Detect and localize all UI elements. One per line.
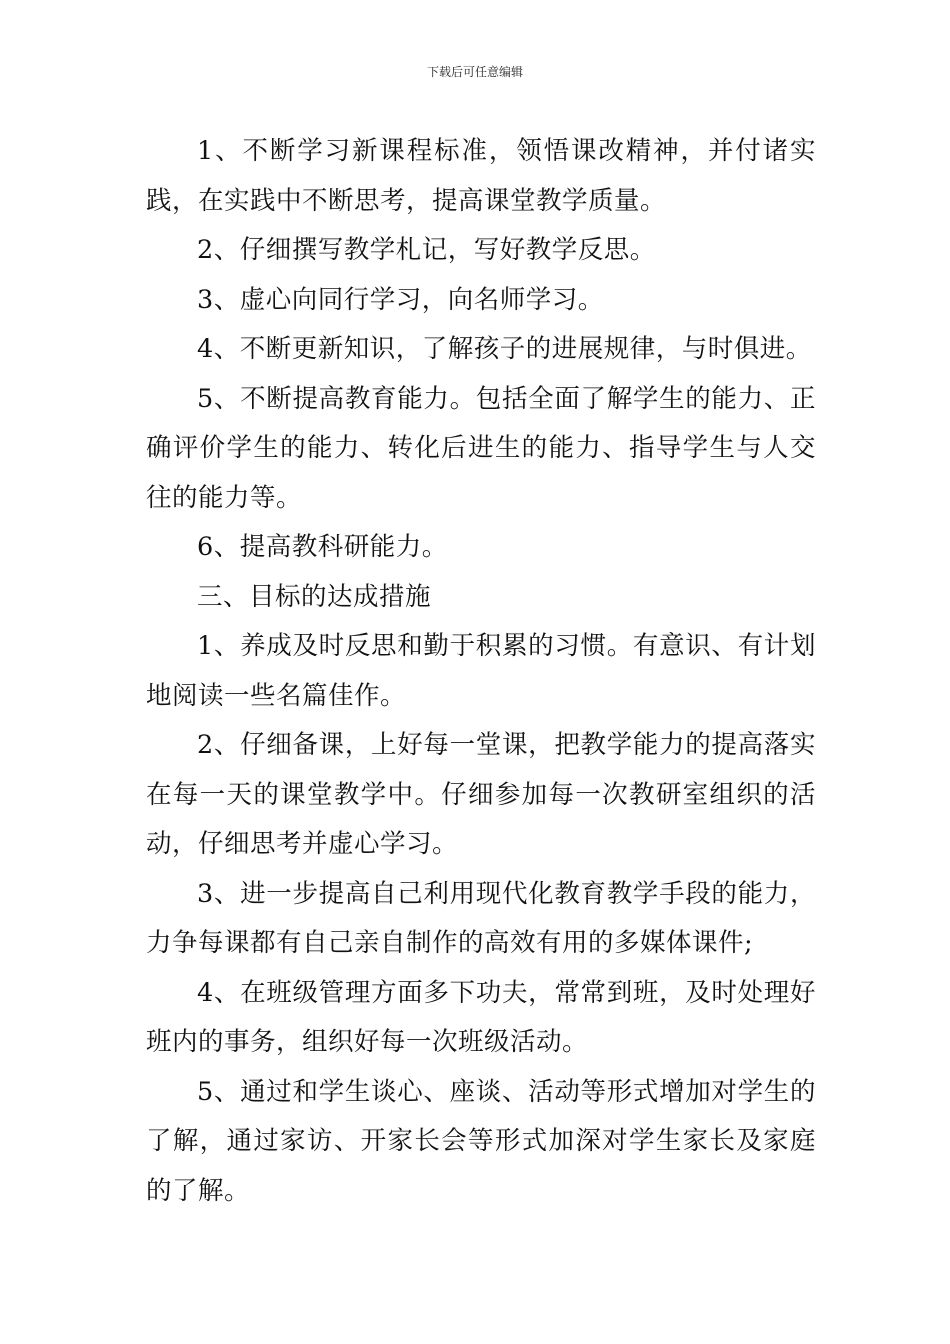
paragraph-goal-6: 6、提高教科研能力。 — [197, 532, 448, 562]
paragraph-goal-1: 1、不断学习新课程标准，领悟课改精神，并付诸实践，在实践中不断思考，提高课堂教学质量。 — [146, 136, 816, 216]
paragraph-goal-5: 5、不断提高教育能力。包括全面了解学生的能力、正确评价学生的能力、转化后进生的能力、指导学生与人交往的能力等。 — [146, 383, 816, 513]
document-body — [146, 127, 816, 1216]
paragraph-measure-5: 5、通过和学生谈心、座谈、活动等形式增加对学生的了解，通过家访、开家长会等形式加深对学生家长及家庭的了解。 — [146, 1076, 816, 1206]
paragraph-measure-3: 3、进一步提高自己利用现代化教育教学手段的能力，力争每课都有自己亲自制作的高效有用的多媒体课件; — [146, 878, 816, 958]
paragraph-measure-2: 2、仔细备课，上好每一堂课，把教学能力的提高落实在每一天的课堂教学中。仔细参加每一次教研室组织的活动，仔细思考并虚心学习。 — [146, 730, 816, 859]
section-heading: 三、目标的达成措施 — [197, 581, 432, 612]
paragraph-goal-3: 3、虚心向同行学习，向名师学习。 — [197, 284, 604, 315]
paragraph-goal-4: 4、不断更新知识，了解孩子的进展规律，与时俱进。 — [197, 334, 812, 364]
header-note: 下载后可任意编辑 — [426, 65, 523, 79]
paragraph-measure-1: 1、养成及时反思和勤于积累的习惯。有意识、有计划地阅读一些名篇佳作。 — [146, 631, 816, 711]
paragraph-measure-4: 4、在班级管理方面多下功夫，常常到班，及时处理好班内的事务，组织好每一次班级活动。 — [146, 977, 816, 1057]
paragraph-goal-2: 2、仔细撰写教学札记，写好教学反思。 — [197, 235, 656, 265]
